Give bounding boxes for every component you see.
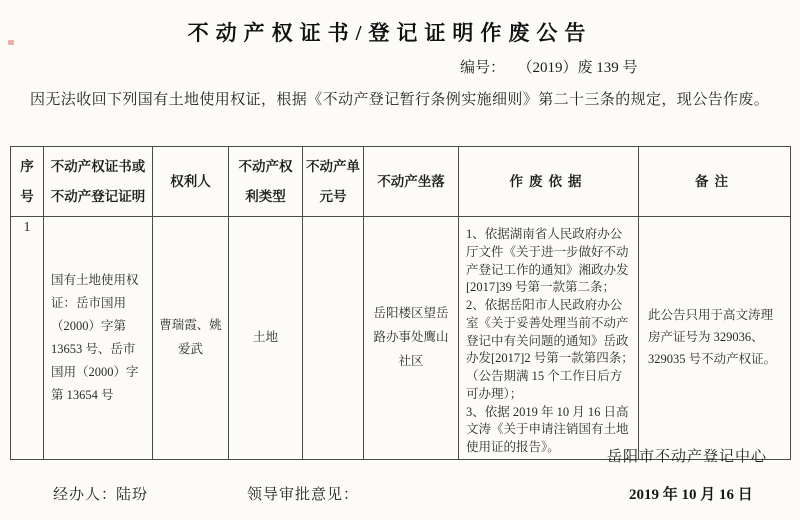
cell-location: 岳阳楼区望岳路办事处鹰山社区 (364, 217, 459, 460)
col-header-remark: 备注 (639, 147, 791, 217)
table-body (11, 217, 791, 460)
col-header-holder: 权利人 (153, 147, 229, 217)
document-number (460, 56, 638, 77)
col-header-basis: 作废依据 (459, 147, 639, 217)
cell-unit-number (303, 217, 364, 460)
col-header-location: 不动产坐落 (364, 147, 459, 217)
cell-seq: 1 (11, 217, 44, 460)
handler-name: 陆玢 (116, 487, 149, 503)
basis-item-3: 3、依据 2019 年 10 月 16 日高文涛《关于申请注销国有土地使用证的报告》。 (466, 404, 629, 454)
basis-item-2: 2、依据岳阳市人民政府办公室《关于妥善处理当前不动产登记中有关问题的通知》岳政办发[2017]2 号第一款第四条；（公告期满 15 个工作日后方可办理）； (466, 298, 634, 401)
table-row (11, 217, 791, 460)
col-header-seq: 序号 (11, 147, 44, 217)
cell-basis (459, 217, 639, 460)
document-number-value: （2019）废 139 号 (525, 60, 638, 76)
issue-date: 2019 年 10 月 16 日 (629, 487, 753, 503)
col-header-certificate: 不动产权证书或不动产登记证明 (44, 147, 153, 217)
table-header-row (11, 147, 791, 217)
document-title: 不动产权证书/登记证明作废公告 (187, 21, 593, 45)
cell-remark: 此公告只用于高文涛理房产证号为 329036、329035 号不动产权证。 (639, 217, 791, 460)
cell-certificate: 国有土地使用权证：岳市国用（2000）字第 13653 号、岳市国用（2000）字第 13654 号 (44, 217, 153, 460)
cell-holder: 曹瑞霞、姚爱武 (153, 217, 229, 460)
invalidation-notice-table (10, 146, 791, 460)
table-header (11, 147, 791, 217)
basis-item-1: 1、依据湖南省人民政府办公厅文件《关于进一步做好不动产登记工作的通知》湘政办发[2017]39 号第一款第二条； (466, 227, 629, 295)
issuing-org: 岳阳市不动产登记中心 (607, 449, 768, 465)
col-header-unit-number: 不动产单元号 (303, 147, 364, 217)
approval-label: 领导审批意见： (247, 487, 360, 503)
handler-label: 经办人： (53, 487, 118, 503)
footer-signature-line (0, 483, 800, 505)
intro-paragraph: 因无法收回下列国有土地使用权证，根据《不动产登记暂行条例实施细则》第二十三条的规定，现公告作废。 (30, 92, 770, 108)
col-header-right-type: 不动产权利类型 (229, 147, 303, 217)
cell-right-type: 土地 (229, 217, 303, 460)
document-number-label: 编号： (460, 60, 506, 76)
